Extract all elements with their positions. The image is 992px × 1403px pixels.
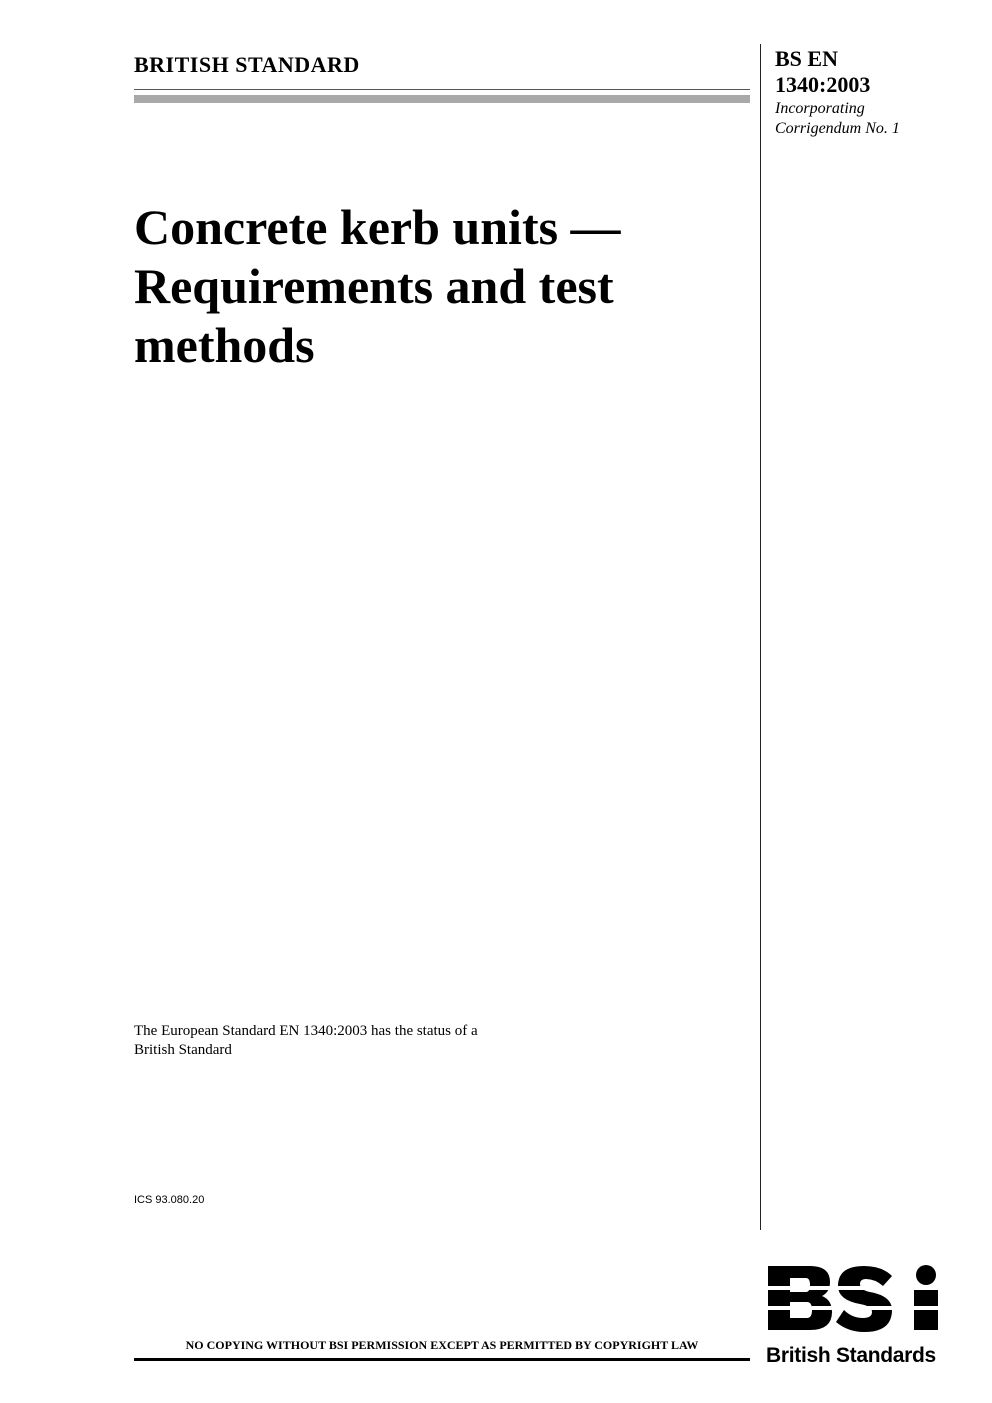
logo-caption: British Standards	[766, 1344, 936, 1367]
status-line1: The European Standard EN 1340:2003 has the status of a	[134, 1023, 478, 1039]
title-line2: Requirements and test	[134, 258, 614, 314]
copyright-notice: NO COPYING WITHOUT BSI PERMISSION EXCEPT AS PERMITTED BY COPYRIGHT LAW	[185, 1338, 699, 1352]
standard-number-line1: BS EN	[775, 46, 838, 71]
incorporating-line1: Incorporating	[775, 100, 865, 117]
title-line3: methods	[134, 317, 315, 373]
standard-number	[775, 46, 870, 98]
ics-code: ICS 93.080.20	[134, 1194, 205, 1206]
logo-band-2	[764, 1306, 948, 1310]
standard-number-line2: 1340:2003	[775, 72, 871, 97]
document-title	[134, 198, 744, 375]
logo-letter-i	[914, 1265, 938, 1330]
logo-letter-b	[768, 1266, 832, 1330]
footer-rule	[134, 1358, 750, 1361]
header-rule-thick	[134, 95, 750, 103]
header-label: BRITISH STANDARD	[134, 52, 360, 77]
header-rule-thin	[134, 89, 750, 90]
incorporating-note	[775, 99, 900, 139]
title-line1: Concrete kerb units —	[134, 199, 621, 255]
status-statement	[134, 1022, 478, 1060]
logo-band-1	[764, 1286, 948, 1290]
logo-letter-s	[836, 1266, 892, 1332]
status-line2: British Standard	[134, 1042, 232, 1058]
incorporating-line2: Corrigendum No. 1	[775, 120, 900, 137]
column-divider	[760, 44, 761, 1230]
